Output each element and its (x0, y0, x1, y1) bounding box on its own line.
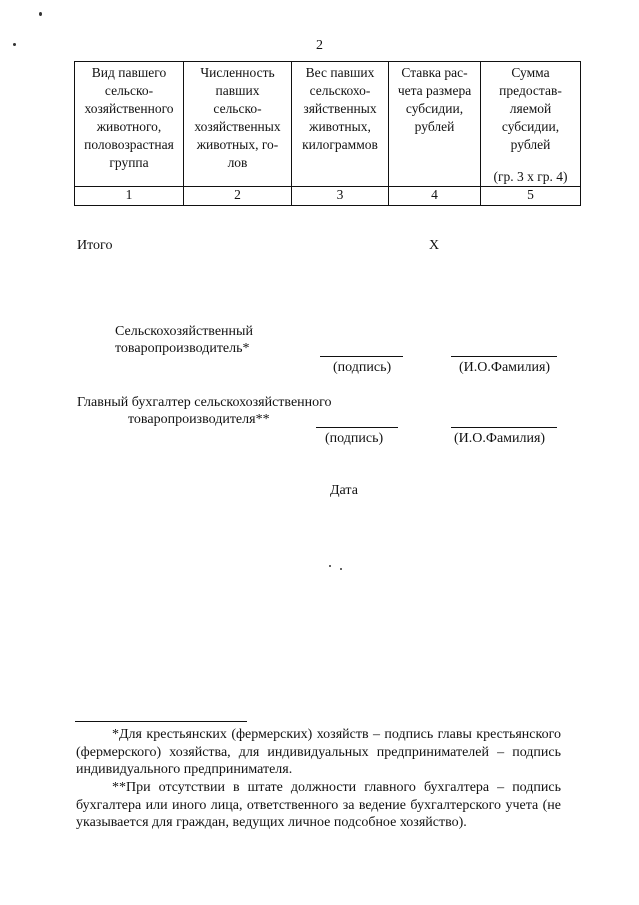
accountant-name-caption: (И.О.Фамилия) (454, 431, 546, 446)
total-label: Итого (77, 238, 113, 253)
accountant-name-line (451, 427, 557, 428)
column-number: 1 (75, 187, 184, 206)
table-header-cell (184, 62, 292, 187)
footnote-separator (75, 721, 247, 722)
accountant-label-line2: товаропроизводителя** (128, 412, 270, 427)
total-mark: Х (429, 238, 440, 253)
footnote-2: **При отсутствии в штате должности главного бухгалтера – подпись бухгалтера или иного лица, ответственного за ведение бухгалтерского учета (не указывается для граждан, ведущих личное подсобное хозяйство). (76, 780, 561, 830)
producer-name-line (451, 356, 557, 357)
producer-signature-line (320, 356, 403, 357)
table-header-cell (292, 62, 389, 187)
column-number: 5 (481, 187, 581, 206)
scan-speck (340, 568, 342, 570)
footnote-1: *Для крестьянских (фермерских) хозяйств – подпись главы крестьянского (фермерского) хозяйства, для индивидуальных предпринимателей – подпись индивидуального предпринимателя. (76, 727, 561, 777)
scan-speck (39, 12, 42, 16)
producer-sign-caption: (подпись) (333, 360, 392, 375)
producer-label-line2: товаропроизводитель* (115, 341, 250, 356)
header-text: Вес павших сельскохо- зяйственных животных, килограммов (302, 65, 378, 152)
accountant-sign-caption: (подпись) (325, 431, 384, 446)
table-header-row (75, 62, 581, 187)
column-number: 4 (389, 187, 481, 206)
table-header-cell (389, 62, 481, 187)
table-header-cell (75, 62, 184, 187)
page-number: 2 (316, 38, 323, 53)
date-label: Дата (330, 483, 358, 498)
table-header-cell (481, 62, 581, 187)
producer-label-line1: Сельскохозяйственный (115, 324, 253, 339)
accountant-label-line1: Главный бухгалтер сельскохозяйственного (77, 395, 332, 410)
column-number: 2 (184, 187, 292, 206)
header-text: Численность павших сельско- хозяйственных животных, го- лов (194, 65, 281, 170)
subsidy-table (74, 61, 581, 206)
producer-name-caption: (И.О.Фамилия) (459, 360, 551, 375)
header-text: Ставка рас- чета размера субсидии, рублей (397, 65, 472, 134)
accountant-signature-line (316, 427, 398, 428)
scan-speck (329, 565, 331, 567)
header-text: Сумма предостав- ляемой субсидии, рублей (499, 65, 562, 152)
header-text: Вид павшего сельско- хозяйственного животного, половозрастная группа (84, 65, 174, 170)
column-number-row (75, 187, 581, 206)
formula-note: (гр. 3 х гр. 4) (493, 169, 568, 184)
column-number: 3 (292, 187, 389, 206)
